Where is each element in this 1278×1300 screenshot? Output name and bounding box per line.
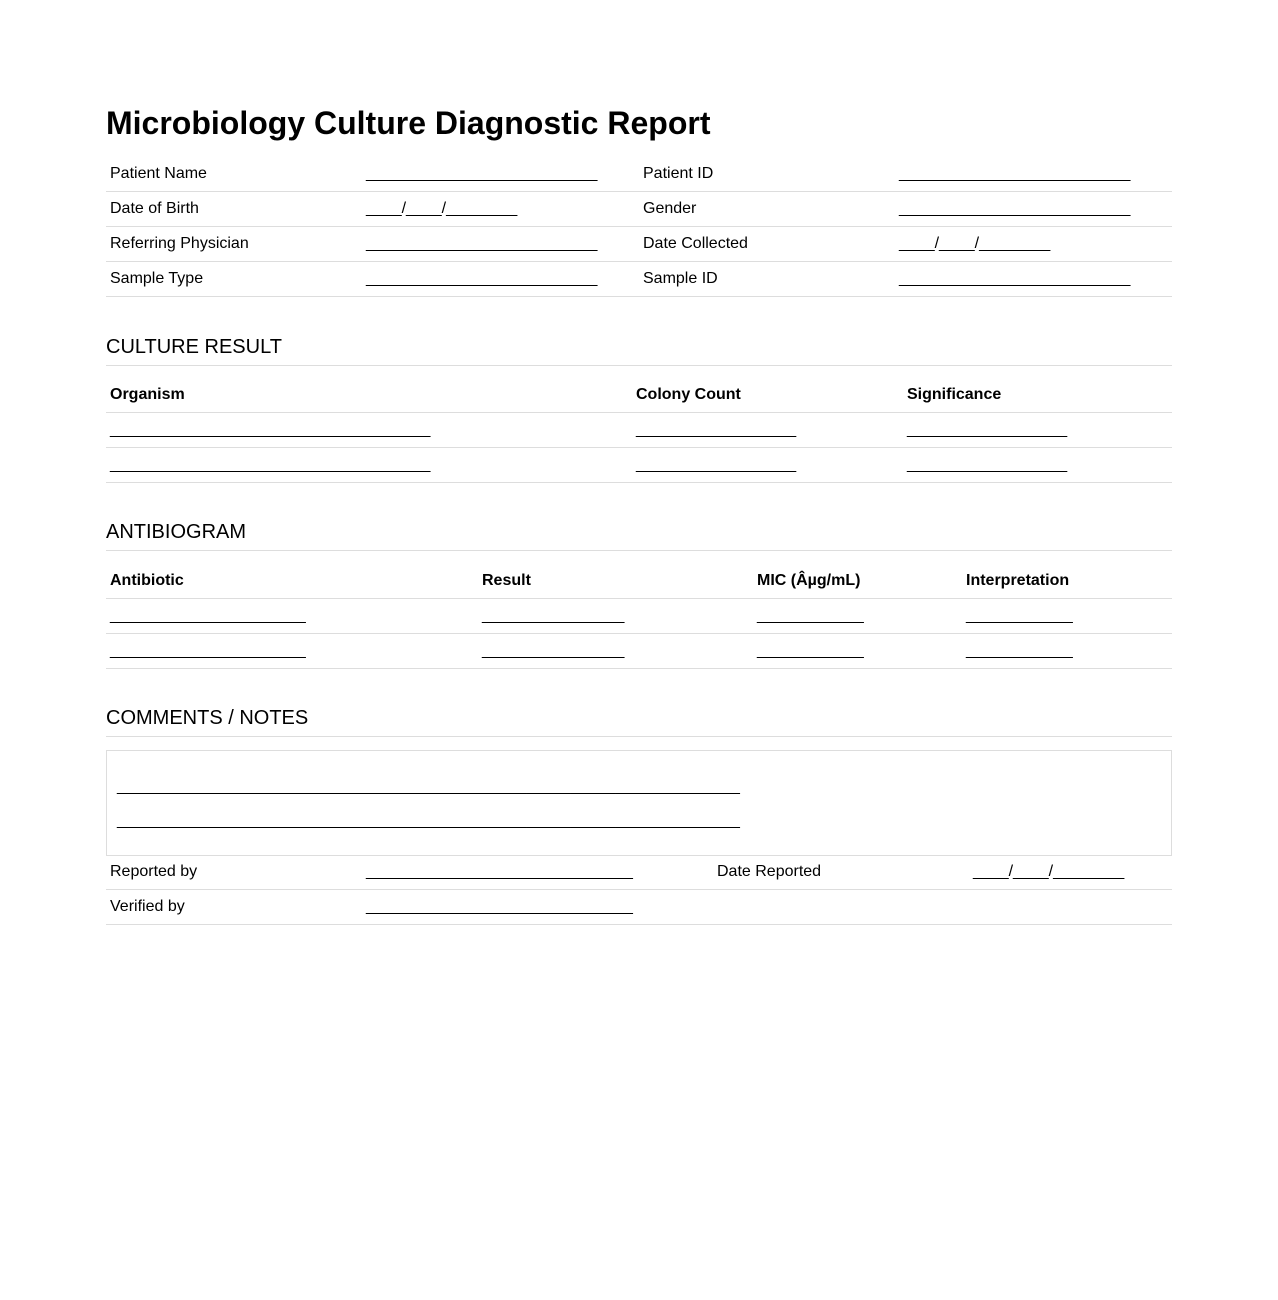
table-header-row <box>106 564 1172 599</box>
patient-id-field[interactable]: __________________________ <box>895 157 1172 192</box>
gender-label: Gender <box>639 192 895 227</box>
comments-heading: COMMENTS / NOTES <box>106 706 1172 737</box>
verified-by-label: Verified by <box>106 890 362 925</box>
reported-by-field[interactable]: ______________________________ <box>362 855 713 890</box>
interpretation-field[interactable]: ____________ <box>962 634 1172 669</box>
referring-physician-field[interactable]: __________________________ <box>362 227 639 262</box>
mic-column-header: MIC (Âµg/mL) <box>753 564 962 599</box>
date-reported-label: Date Reported <box>713 855 969 890</box>
significance-field[interactable]: __________________ <box>903 413 1172 448</box>
sample-type-label: Sample Type <box>106 262 362 297</box>
date-of-birth-label: Date of Birth <box>106 192 362 227</box>
significance-column-header: Significance <box>903 378 1172 413</box>
sample-type-field[interactable]: __________________________ <box>362 262 639 297</box>
antibiotic-field[interactable]: ______________________ <box>106 599 478 634</box>
result-column-header: Result <box>478 564 753 599</box>
info-row <box>106 227 1172 262</box>
organism-field[interactable]: ____________________________________ <box>106 448 632 483</box>
interpretation-field[interactable]: ____________ <box>962 599 1172 634</box>
result-field[interactable]: ________________ <box>478 634 753 669</box>
colony-count-field[interactable]: __________________ <box>632 413 903 448</box>
date-of-birth-field[interactable]: ____/____/________ <box>362 192 639 227</box>
referring-physician-label: Referring Physician <box>106 227 362 262</box>
culture-result-table <box>106 378 1172 483</box>
date-reported-field[interactable]: ____/____/________ <box>969 855 1172 890</box>
signature-table <box>106 855 1172 925</box>
significance-field[interactable]: __________________ <box>903 448 1172 483</box>
table-row <box>106 413 1172 448</box>
date-collected-field[interactable]: ____/____/________ <box>895 227 1172 262</box>
patient-id-label: Patient ID <box>639 157 895 192</box>
antibiotic-field[interactable]: ______________________ <box>106 634 478 669</box>
signature-row <box>106 855 1172 890</box>
comment-line[interactable]: ______________________________________________________________________ <box>117 812 740 829</box>
comments-box[interactable] <box>106 750 1172 856</box>
organism-field[interactable]: ____________________________________ <box>106 413 632 448</box>
culture-result-heading: CULTURE RESULT <box>106 335 1172 366</box>
info-row <box>106 157 1172 192</box>
organism-column-header: Organism <box>106 378 632 413</box>
gender-field[interactable]: __________________________ <box>895 192 1172 227</box>
antibiotic-column-header: Antibiotic <box>106 564 478 599</box>
antibiogram-heading: ANTIBIOGRAM <box>106 520 1172 551</box>
table-row <box>106 634 1172 669</box>
patient-name-field[interactable]: __________________________ <box>362 157 639 192</box>
reported-by-label: Reported by <box>106 855 362 890</box>
colony-count-field[interactable]: __________________ <box>632 448 903 483</box>
sample-id-field[interactable]: __________________________ <box>895 262 1172 297</box>
colony-count-column-header: Colony Count <box>632 378 903 413</box>
verified-by-field[interactable]: ______________________________ <box>362 890 713 925</box>
result-field[interactable]: ________________ <box>478 599 753 634</box>
info-row <box>106 192 1172 227</box>
empty-cell <box>969 890 1172 925</box>
info-row <box>106 262 1172 297</box>
page-title: Microbiology Culture Diagnostic Report <box>106 105 711 141</box>
empty-cell <box>713 890 969 925</box>
table-header-row <box>106 378 1172 413</box>
interpretation-column-header: Interpretation <box>962 564 1172 599</box>
antibiogram-table <box>106 564 1172 669</box>
mic-field[interactable]: ____________ <box>753 599 962 634</box>
comment-line[interactable]: ______________________________________________________________________ <box>117 778 740 795</box>
table-row <box>106 448 1172 483</box>
patient-info-table <box>106 157 1172 297</box>
patient-name-label: Patient Name <box>106 157 362 192</box>
table-row <box>106 599 1172 634</box>
date-collected-label: Date Collected <box>639 227 895 262</box>
sample-id-label: Sample ID <box>639 262 895 297</box>
mic-field[interactable]: ____________ <box>753 634 962 669</box>
signature-row <box>106 890 1172 925</box>
